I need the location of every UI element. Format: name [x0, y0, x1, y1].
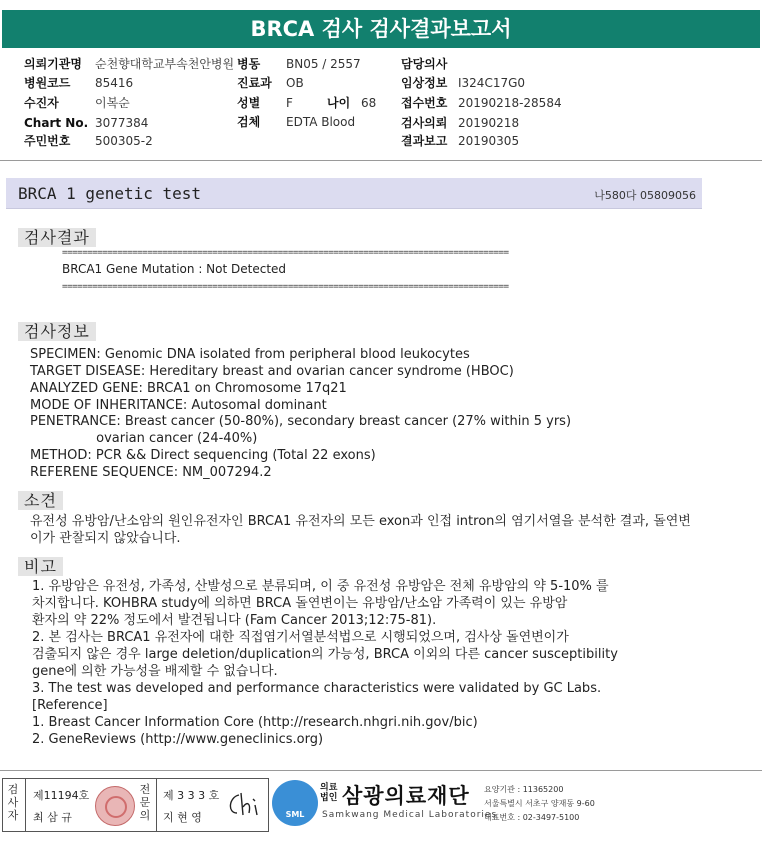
footer-divider: [0, 770, 762, 771]
box-divider: [25, 779, 26, 831]
info-line: MODE OF INHERITANCE: Autosomal dominant: [30, 398, 327, 413]
info-line: TARGET DISEASE: Hereditary breast and ovarian cancer syndrome (HBOC): [30, 364, 514, 379]
resident-no-label: 주민번호: [24, 134, 71, 148]
institution-value: 순천향대학교부속천안병원: [95, 57, 235, 71]
examiner-name: 최 삼 규: [33, 811, 72, 824]
result-line: BRCA1 Gene Mutation : Not Detected: [62, 262, 287, 276]
logo-text: SML: [285, 810, 305, 819]
resident-no-value: 500305-2: [95, 134, 153, 148]
receipt-no-value: 20190218-28584: [458, 96, 562, 110]
report-title: BRCA 검사 검사결과보고서: [2, 10, 760, 48]
info-line: REFERENE SEQUENCE: NM_007294.2: [30, 465, 272, 480]
patient-name-label: 수진자: [24, 96, 59, 110]
org-type-line: 의료: [320, 783, 338, 793]
clinical-info-value: I324C17G0: [458, 76, 526, 90]
sex-label: 성별: [237, 96, 261, 110]
patient-name-value: 이복순: [95, 96, 130, 110]
info-line: SPECIMEN: Genomic DNA isolated from peripheral blood leukocytes: [30, 347, 470, 362]
request-date-value: 20190218: [458, 116, 520, 130]
test-code: 나580다 05809056: [594, 189, 696, 202]
sex-value: F: [286, 96, 293, 110]
seal-stamp: [95, 786, 135, 826]
box-divider: [156, 779, 157, 831]
signature-mark: [225, 789, 261, 819]
report-date-label: 결과보고: [401, 134, 448, 148]
vert-char: 문: [139, 796, 151, 809]
hospital-code-value: 85416: [95, 76, 134, 90]
vert-char: 전: [139, 783, 151, 796]
result-rule-top: =========================================================================================: [62, 248, 509, 258]
org-type-line: 법인: [320, 793, 338, 803]
ward-label: 병동: [237, 57, 261, 71]
remark-line: 환자의 약 22% 정도에서 발견됩니다 (Fam Cancer 2013;12:75-81).: [32, 613, 437, 628]
result-rule-bottom: =========================================================================================: [62, 282, 509, 292]
remark-line: 2. GeneReviews (http://www.geneclinics.org): [32, 732, 324, 747]
chart-no-value: 3077384: [95, 116, 149, 130]
sml-logo-icon: [272, 780, 318, 826]
vert-char: 자: [7, 809, 19, 822]
vert-char: 의: [139, 809, 151, 822]
info-heading: 검사정보: [18, 322, 96, 341]
report-date-value: 20190305: [458, 134, 520, 148]
specimen-value: EDTA Blood: [286, 115, 356, 129]
specialist-vertical-label: [139, 783, 151, 822]
org-info-line: 대표번호 : 02-3497-5100: [484, 813, 580, 822]
org-name-en: Samkwang Medical Laboratories: [322, 810, 498, 820]
remark-line: 1. Breast Cancer Information Core (http://research.nhgri.nih.gov/bic): [32, 715, 478, 730]
org-info-line: 요양기관 : 11365200: [484, 785, 564, 794]
remark-line: 차지합니다. KOHBRA study에 의하면 BRCA 돌연변이는 유방암/난소암 가족력이 있는 유방암: [32, 596, 568, 611]
finding-heading: 소견: [18, 491, 63, 510]
remark-line: 검출되지 않은 경우 large deletion/duplication의 가능성, BRCA 이외의 다른 cancer susceptibility: [32, 647, 618, 662]
specialist-license: 제 3 3 3 호: [163, 789, 220, 802]
org-type: [320, 783, 340, 803]
dept-value: OB: [286, 76, 304, 90]
specialist-name: 지 현 영: [163, 811, 202, 824]
info-line: PENETRANCE: Breast cancer (50-80%), secondary breast cancer (27% within 5 yrs): [30, 414, 572, 429]
org-name: 삼광의료재단: [342, 784, 470, 808]
clinical-info-label: 임상정보: [401, 76, 448, 90]
specimen-label: 검체: [237, 115, 261, 129]
request-date-label: 검사의뢰: [401, 116, 448, 130]
hospital-code-label: 병원코드: [24, 76, 71, 90]
receipt-no-label: 접수번호: [401, 96, 448, 110]
remark-line: gene에 의한 가능성을 배제할 수 없습니다.: [32, 664, 278, 679]
vert-char: 사: [7, 796, 19, 809]
info-line: ovarian cancer (24-40%): [30, 431, 258, 446]
doctor-label: 담당의사: [401, 57, 448, 71]
finding-line: 유전성 유방암/난소암의 원인유전자인 BRCA1 유전자의 모든 exon과 인접 intron의 염기서열을 분석한 결과, 돌연변: [30, 514, 691, 529]
chart-no-label: Chart No.: [24, 116, 89, 130]
test-title: BRCA 1 genetic test: [18, 184, 202, 203]
info-line: ANALYZED GENE: BRCA1 on Chromosome 17q21: [30, 381, 347, 396]
divider: [0, 160, 762, 161]
remark-heading: 비고: [18, 557, 63, 576]
org-info-line: 서울특별시 서초구 양재동 9-60: [484, 799, 595, 808]
remark-line: 1. 유방암은 유전성, 가족성, 산발성으로 분류되며, 이 중 유전성 유방암은 전체 유방암의 약 5-10% 를: [32, 579, 609, 594]
institution-label: 의뢰기관명: [24, 57, 82, 71]
examiner-vertical-label: [7, 783, 19, 822]
result-heading: 검사결과: [18, 228, 96, 247]
age-label: 나이: [327, 96, 351, 110]
remark-line: 3. The test was developed and performance characteristics were validated by GC Labs.: [32, 681, 602, 696]
dept-label: 진료과: [237, 76, 272, 90]
test-title-bar: [6, 178, 702, 209]
remark-line: [Reference]: [32, 698, 108, 713]
remark-line: 2. 본 검사는 BRCA1 유전자에 대한 직접염기서열분석법으로 시행되었으며, 검사상 돌연변이가: [32, 630, 569, 645]
age-value: 68: [361, 96, 377, 110]
ward-value: BN05 / 2557: [286, 57, 361, 71]
examiner-license: 제11194호: [33, 789, 90, 802]
vert-char: 검: [7, 783, 19, 796]
signature-box: [2, 778, 269, 832]
finding-line: 이가 관찰되지 않았습니다.: [30, 531, 181, 546]
info-line: METHOD: PCR && Direct sequencing (Total 22 exons): [30, 448, 376, 463]
